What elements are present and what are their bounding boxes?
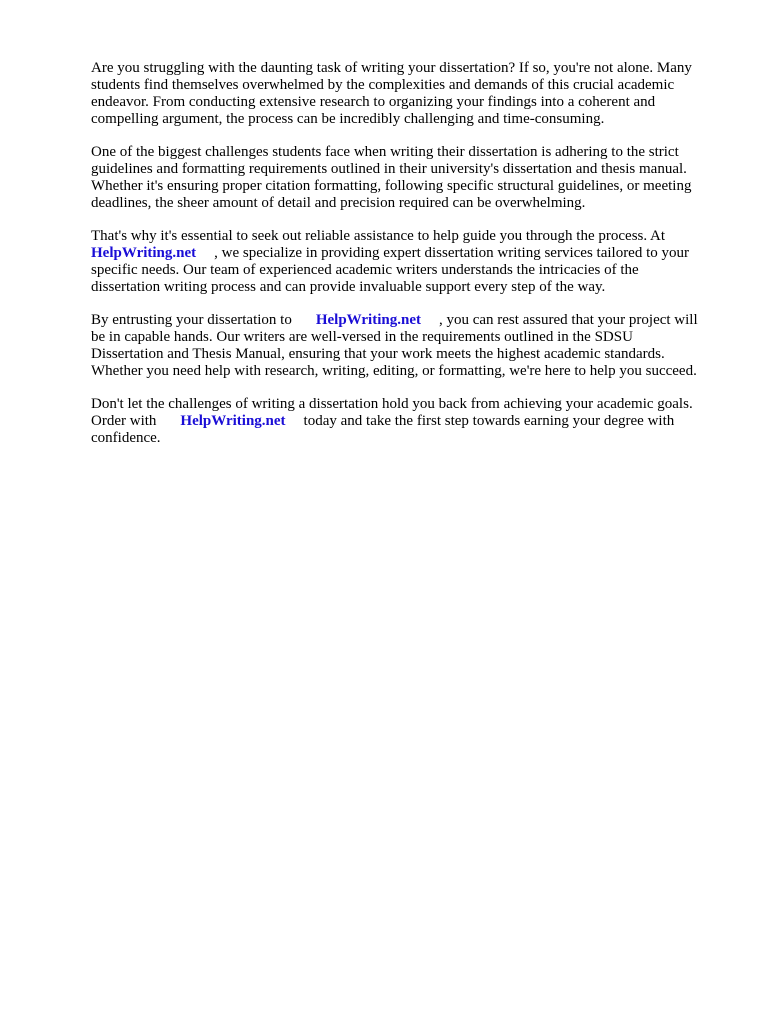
paragraph-challenges: One of the biggest challenges students face when writing their dissertation is adhering to the strict guidelines and formatting requirements outlined in their university's dissertation and thesis manual. Whether it's ensuring proper citation formatting, following specific structural guidelines, or meeting deadlines, the sheer amount of detail and precision required can be overwhelming.	[91, 144, 692, 211]
paragraph-assistance-text-start: That's why it's essential to seek out reliable assistance to help guide you through the process. At	[91, 228, 666, 244]
helpwriting-link-1[interactable]: HelpWriting.net	[91, 245, 197, 261]
paragraph-assistance	[91, 228, 731, 296]
paragraph-order-text-start: Don't let the challenges of writing a dissertation hold you back from achieving your academic goals. Order with	[91, 396, 693, 429]
helpwriting-link-3[interactable]: HelpWriting.net	[180, 413, 286, 429]
document-page	[91, 60, 731, 463]
paragraph-entrusting-text-start: By entrusting your dissertation to	[91, 312, 292, 328]
helpwriting-link-2[interactable]: HelpWriting.net	[315, 312, 421, 328]
paragraph-assistance-text-end: , we specialize in providing expert dissertation writing services tailored to your specific needs. Our team of experienced academic writers understands the intricacies of the dissertation writing process and can provide invaluable support every step of the way.	[91, 245, 690, 295]
paragraph-entrusting-text-end: , you can rest assured that your project will be in capable hands. Our writers are well-versed in the requirements outlined in the SDSU Dissertation and Thesis Manual, ensuring that your work meets the highest academic standards. Whether you need help with research, writing, editing, or formatting, we're here to help you succeed.	[91, 312, 698, 379]
paragraph-intro: Are you struggling with the daunting task of writing your dissertation? If so, you're not alone. Many students find themselves overwhelmed by the complexities and demands of this crucial academic endeavor. From conducting extensive research to organizing your findings into a coherent and compelling argument, the process can be incredibly challenging and time-consuming.	[91, 60, 692, 127]
paragraph-order-text-end: today and take the first step towards earning your degree with confidence.	[91, 413, 675, 446]
paragraph-entrusting	[91, 312, 731, 380]
paragraph-order	[91, 396, 731, 447]
